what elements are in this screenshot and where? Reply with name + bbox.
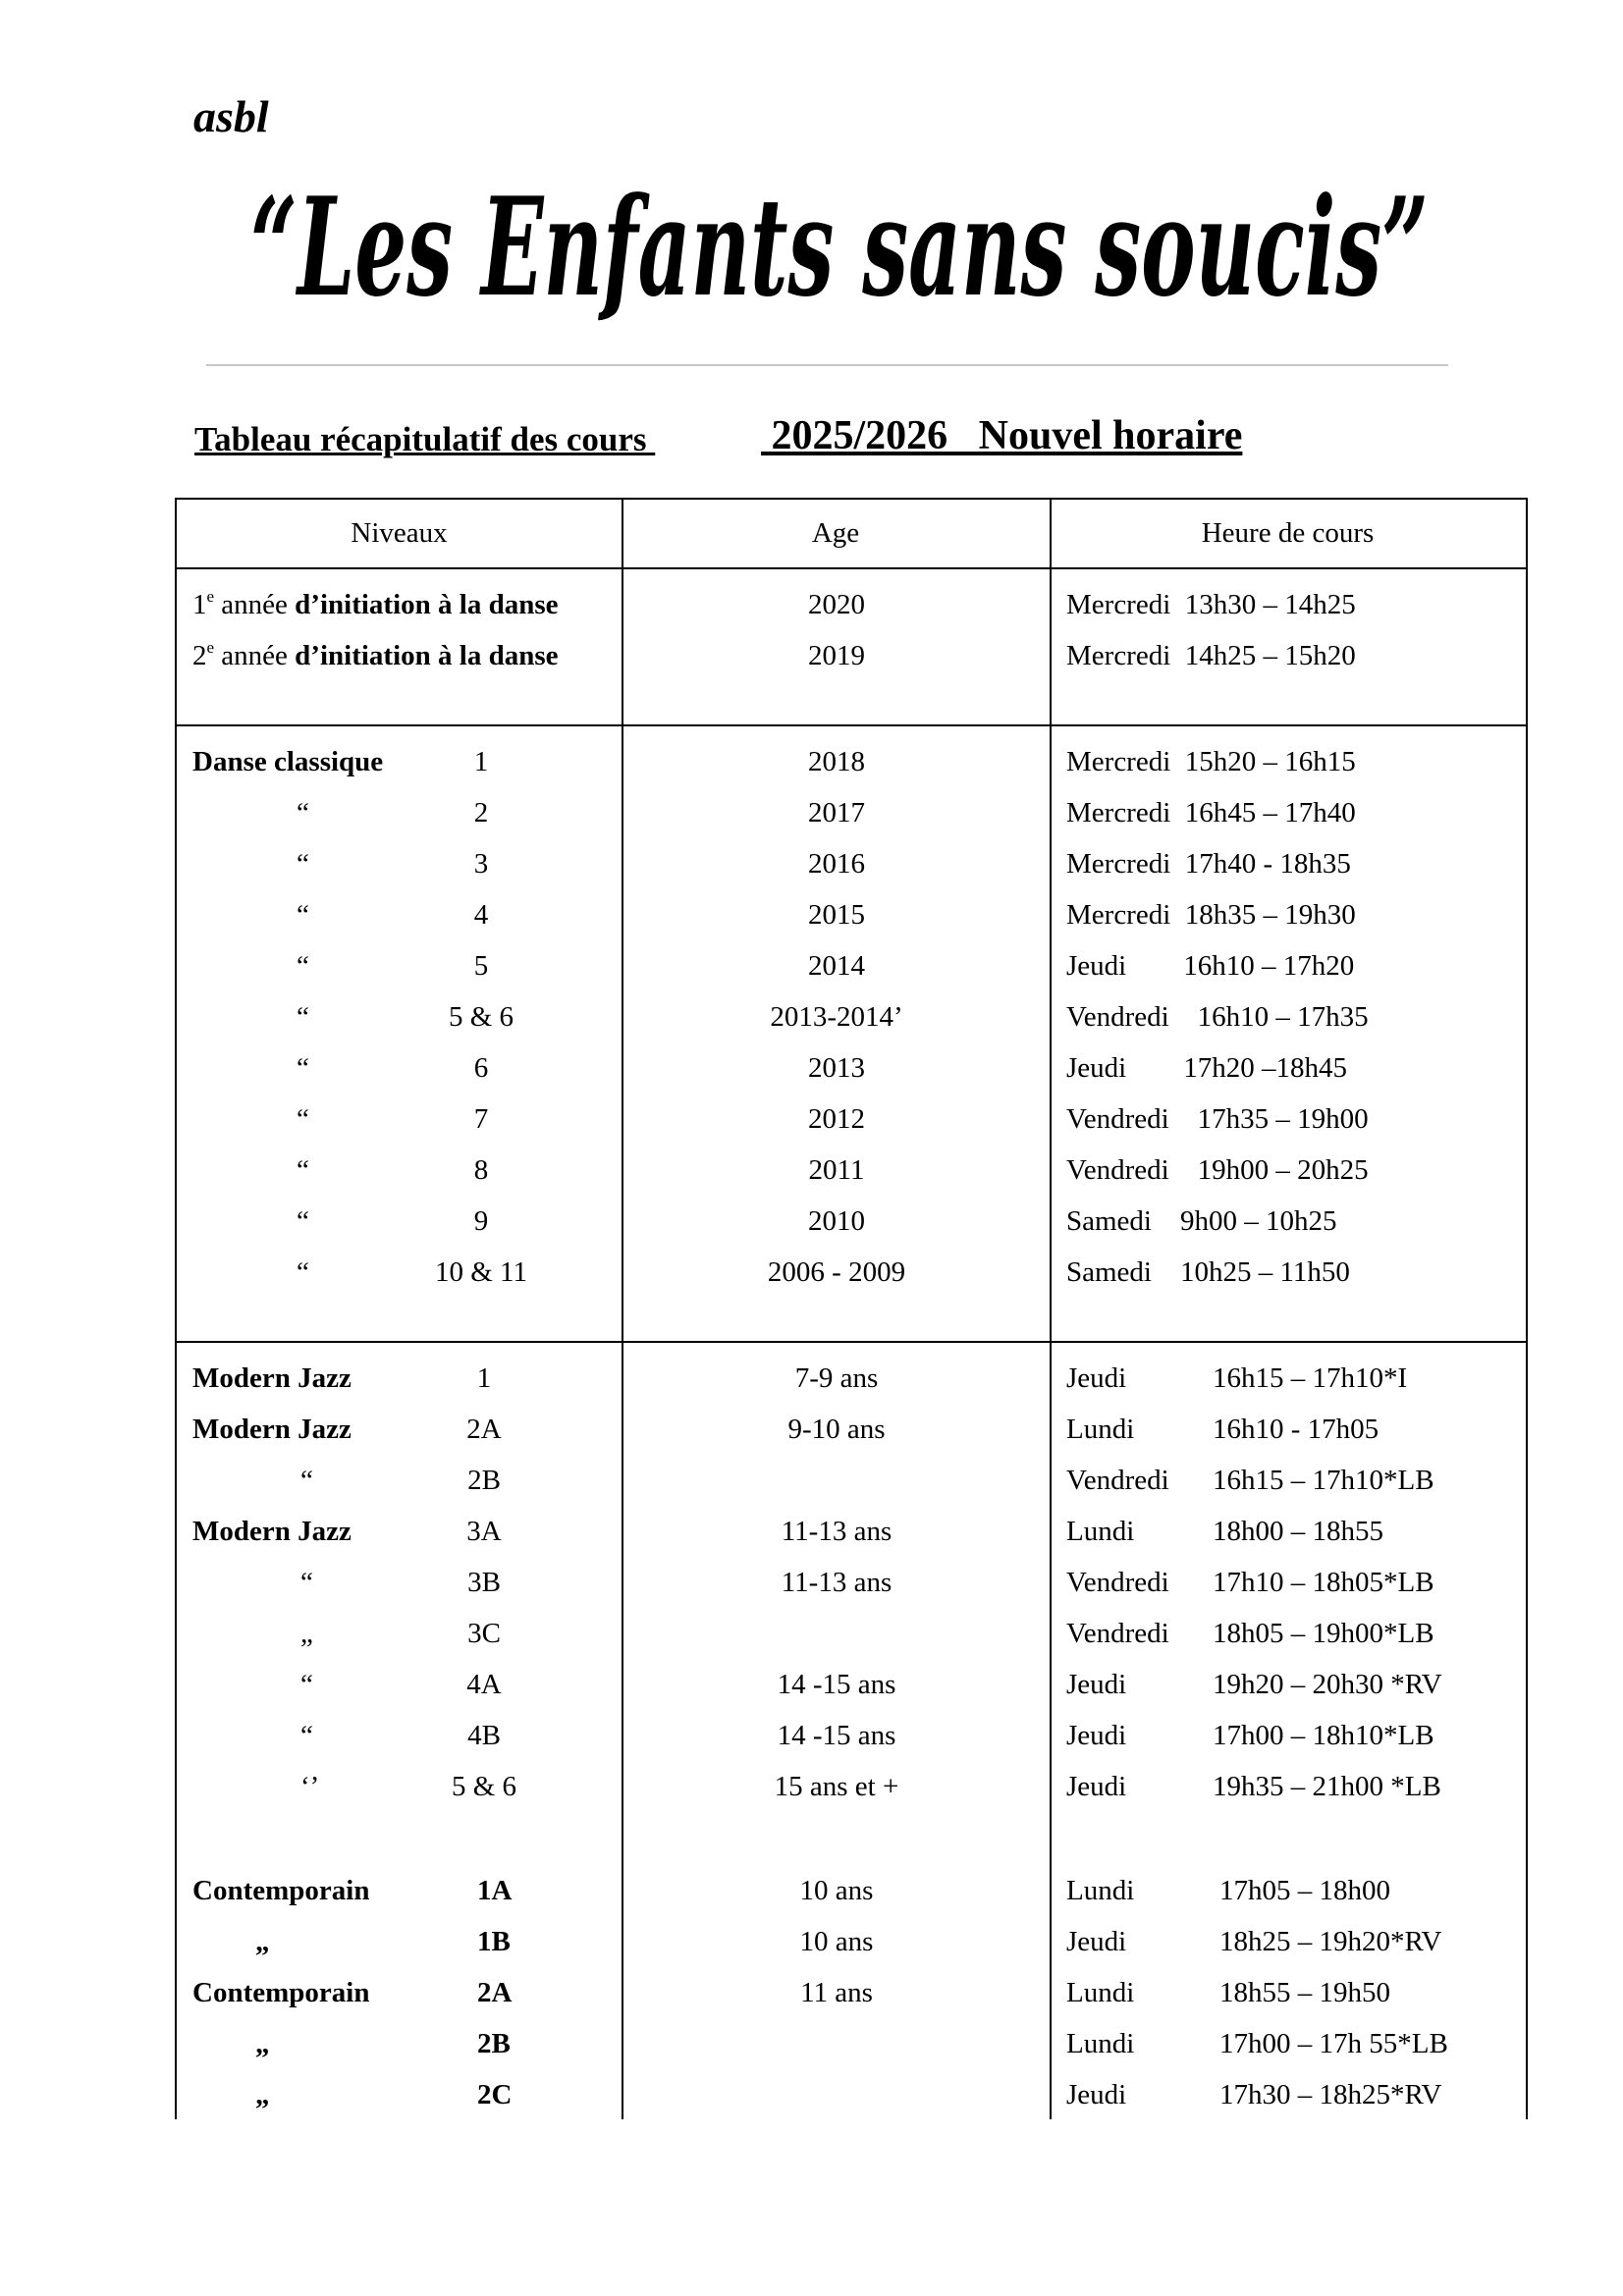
age-cell: 11-13 ans [781, 1516, 893, 1547]
level-cell: 3 [473, 848, 489, 880]
level-cell: 6 [473, 1052, 489, 1084]
age-cell: 7-9 ans [794, 1362, 879, 1394]
time-cell: 17h30 – 18h25*RV [1219, 2079, 1442, 2110]
level-cell: 3A [466, 1516, 502, 1547]
time-cell: 16h15 – 17h10*I [1213, 1362, 1408, 1394]
level-cell: 2B [477, 2028, 511, 2059]
age-cell: 11 ans [800, 1977, 873, 2008]
day-cell: Vendredi [1066, 1567, 1169, 1598]
time-cell: 16h15 – 17h10*LB [1213, 1465, 1434, 1496]
level-cell: 7 [473, 1103, 489, 1135]
day-cell: Vendredi [1066, 1465, 1169, 1496]
level-cell: 5 & 6 [451, 1771, 517, 1802]
brand-logo [236, 147, 1463, 373]
column-header-heure: Heure de cours [1201, 517, 1375, 549]
day-cell: Lundi [1066, 1414, 1135, 1445]
age-cell: 2010 [808, 1205, 865, 1237]
time-cell: 18h05 – 19h00*LB [1213, 1618, 1434, 1649]
schedule-cell: Vendredi 17h35 – 19h00 [1066, 1103, 1369, 1135]
level-cell: 1 [476, 1362, 492, 1394]
ditto-mark: “ [297, 1256, 309, 1288]
season-title: 2025/2026 Nouvel horaire [761, 413, 1243, 458]
schedule-cell: Mercredi 14h25 – 15h20 [1066, 640, 1356, 671]
ditto-mark: “ [297, 899, 309, 931]
time-cell: 17h00 – 18h10*LB [1213, 1720, 1434, 1751]
day-cell: Lundi [1066, 1977, 1135, 2008]
level-cell: 1B [477, 1926, 511, 1957]
level-cell: 8 [473, 1154, 489, 1186]
ditto-mark: “ [297, 1103, 309, 1135]
age-cell: 2020 [808, 589, 865, 620]
schedule-cell: Mercredi 15h20 – 16h15 [1066, 746, 1356, 777]
level-cell: 4A [466, 1669, 502, 1700]
column-header-age: Age [811, 517, 860, 549]
schedule-cell: Samedi 10h25 – 11h50 [1066, 1256, 1350, 1288]
level-cell: 2e année d’initiation à la danse [192, 638, 559, 671]
age-cell: 2006 - 2009 [767, 1256, 906, 1288]
time-cell: 17h10 – 18h05*LB [1213, 1567, 1434, 1598]
day-cell: Jeudi [1066, 1926, 1127, 1957]
course-name: Modern Jazz [192, 1362, 352, 1394]
course-name: Contemporain [192, 1977, 370, 2008]
level-cell: 9 [473, 1205, 489, 1237]
ditto-mark: “ [297, 797, 309, 828]
ditto-mark: “ [297, 1001, 309, 1033]
header-divider-line [177, 567, 1526, 569]
age-cell: 2013-2014’ [770, 1001, 903, 1033]
courses-table [175, 498, 1528, 2119]
section-divider [177, 724, 1526, 726]
course-name: Danse classique [192, 746, 384, 777]
summary-title: Tableau récapitulatif des cours [194, 420, 656, 458]
course-name: Modern Jazz [192, 1516, 352, 1547]
day-cell: Lundi [1066, 1875, 1135, 1906]
age-cell: 2012 [808, 1103, 865, 1135]
age-cell: 2016 [808, 848, 865, 880]
ditto-mark: “ [297, 848, 309, 880]
ditto-mark: “ [300, 1567, 313, 1598]
level-cell: 3B [467, 1567, 501, 1598]
ditto-mark: „ [255, 2028, 270, 2059]
schedule-cell: Vendredi 16h10 – 17h35 [1066, 1001, 1369, 1033]
asbl-label: asbl [193, 91, 269, 141]
time-cell: 19h35 – 21h00 *LB [1213, 1771, 1441, 1802]
day-cell: Jeudi [1066, 2079, 1127, 2110]
time-cell: 16h10 - 17h05 [1213, 1414, 1380, 1445]
time-cell: 17h00 – 17h 55*LB [1219, 2028, 1448, 2059]
day-cell: Vendredi [1066, 1618, 1169, 1649]
schedule-cell: Mercredi 18h35 – 19h30 [1066, 899, 1356, 931]
level-cell: 5 [473, 950, 489, 982]
level-cell: 2A [466, 1414, 502, 1445]
brand-logo-text: “Les Enfants sans soucis” [250, 167, 1429, 327]
level-cell: 1e année d’initiation à la danse [192, 587, 559, 620]
schedule-cell: Jeudi 16h10 – 17h20 [1066, 950, 1355, 982]
time-cell: 19h20 – 20h30 *RV [1213, 1669, 1442, 1700]
course-name: Modern Jazz [192, 1414, 352, 1445]
age-cell: 2015 [808, 899, 865, 931]
ditto-mark: “ [297, 1052, 309, 1084]
level-cell: 2C [477, 2079, 513, 2110]
schedule-cell: Vendredi 19h00 – 20h25 [1066, 1154, 1369, 1186]
age-cell: 10 ans [799, 1926, 874, 1957]
level-cell: 1A [477, 1875, 513, 1906]
age-cell: 2011 [808, 1154, 865, 1186]
course-name: Contemporain [192, 1875, 370, 1906]
section-divider [177, 1341, 1526, 1343]
day-cell: Jeudi [1066, 1669, 1127, 1700]
header-divider [206, 364, 1448, 366]
time-cell: 18h25 – 19h20*RV [1219, 1926, 1442, 1957]
age-cell: 2019 [808, 640, 865, 671]
schedule-cell: Mercredi 13h30 – 14h25 [1066, 589, 1356, 620]
age-cell: 2018 [808, 746, 865, 777]
level-cell: 4B [467, 1720, 501, 1751]
age-cell: 10 ans [799, 1875, 874, 1906]
level-cell: 3C [467, 1618, 501, 1649]
schedule-cell: Mercredi 17h40 - 18h35 [1066, 848, 1351, 880]
schedule-cell: Jeudi 17h20 –18h45 [1066, 1052, 1347, 1084]
ditto-mark: “ [297, 1205, 309, 1237]
day-cell: Jeudi [1066, 1720, 1127, 1751]
ditto-mark: “ [300, 1720, 313, 1751]
age-cell: 14 -15 ans [777, 1669, 896, 1700]
time-cell: 18h55 – 19h50 [1219, 1977, 1390, 2008]
time-cell: 17h05 – 18h00 [1219, 1875, 1390, 1906]
age-cell: 11-13 ans [781, 1567, 893, 1598]
age-cell: 15 ans et + [774, 1771, 899, 1802]
age-cell: 2017 [808, 797, 865, 828]
ditto-mark: ‘’ [300, 1771, 320, 1802]
ditto-mark: „ [300, 1618, 313, 1649]
column-divider [1050, 500, 1052, 2119]
level-cell: 1 [473, 746, 489, 777]
age-cell: 14 -15 ans [777, 1720, 896, 1751]
level-cell: 2 [473, 797, 489, 828]
time-cell: 18h00 – 18h55 [1213, 1516, 1383, 1547]
age-cell: 2013 [808, 1052, 865, 1084]
level-cell: 4 [473, 899, 489, 931]
column-header-niveaux: Niveaux [351, 517, 448, 549]
ditto-mark: “ [300, 1465, 313, 1496]
ditto-mark: “ [300, 1669, 313, 1700]
age-cell: 9-10 ans [787, 1414, 886, 1445]
day-cell: Jeudi [1066, 1771, 1127, 1802]
level-cell: 2A [477, 1977, 513, 2008]
schedule-cell: Mercredi 16h45 – 17h40 [1066, 797, 1356, 828]
ditto-mark: „ [255, 1926, 270, 1957]
day-cell: Lundi [1066, 2028, 1135, 2059]
ditto-mark: “ [297, 1154, 309, 1186]
ditto-mark: „ [255, 2079, 270, 2110]
level-cell: 10 & 11 [435, 1256, 527, 1288]
day-cell: Lundi [1066, 1516, 1135, 1547]
level-cell: 5 & 6 [448, 1001, 514, 1033]
day-cell: Jeudi [1066, 1362, 1127, 1394]
schedule-cell: Samedi 9h00 – 10h25 [1066, 1205, 1337, 1237]
ditto-mark: “ [297, 950, 309, 982]
level-cell: 2B [467, 1465, 501, 1496]
age-cell: 2014 [808, 950, 865, 982]
